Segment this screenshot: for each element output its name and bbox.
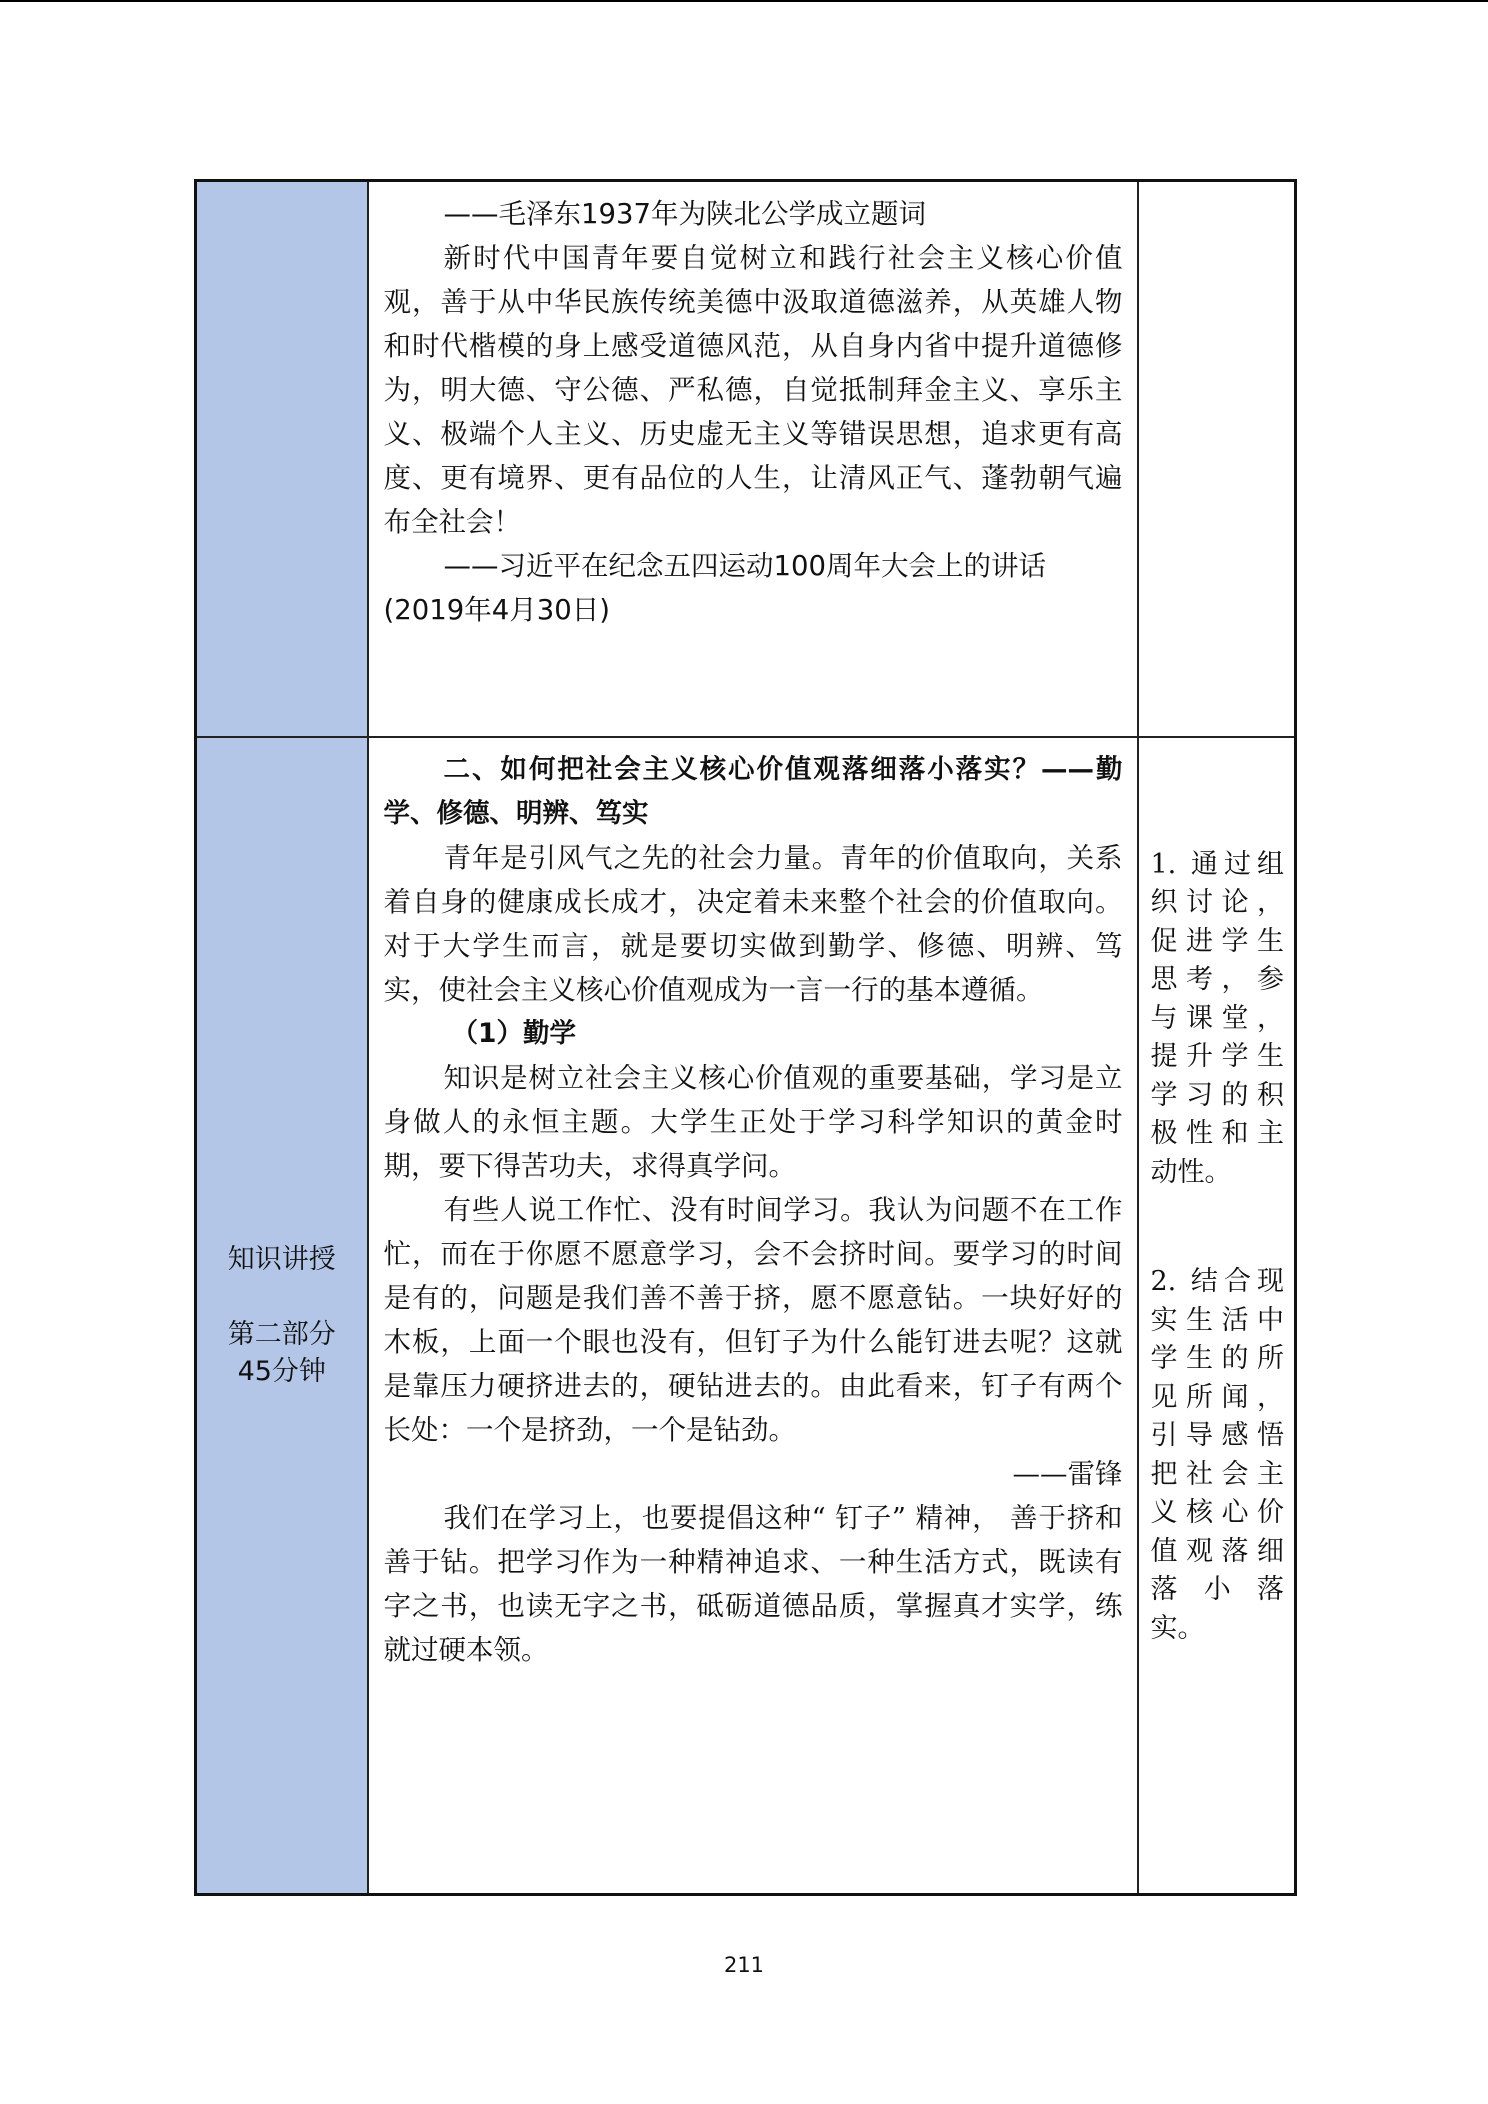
content-cell (368, 181, 1138, 737)
paragraph: 知识是树立社会主义核心价值观的重要基础，学习是立身做人的永恒主题。大学生正处于学习科学知识的黄金时期，要下得苦功夫，求得真学问。 (383, 1061, 1123, 1182)
content-cell (368, 737, 1138, 1895)
quote-attribution: ——毛泽东1937年为陕北公学成立题词 (443, 198, 926, 230)
subheading: （1）勤学 (451, 1017, 576, 1049)
quote-attribution: ——雷锋 (1012, 1457, 1123, 1490)
page-number: 211 (723, 1953, 765, 1977)
side-cell-empty (196, 181, 368, 737)
section-label: 知识讲授 (227, 1243, 336, 1275)
section-label-cell (196, 737, 368, 1895)
top-rule (0, 0, 1488, 2)
paragraph: 我们在学习上，也要提倡这种“ 钉子” 精神， 善于挤和善于钻。把学习作为一种精神追求、一种生活方式，既读有字之书，也读无字之书，砥砺道德品质，掌握真才实学，练就过硬本领。 (383, 1501, 1123, 1666)
quote-date: (2019年4月30日) (383, 594, 610, 626)
section-time: 45分钟 (237, 1355, 326, 1387)
teaching-note: 2. 结合现实生活中学生的所见所闻，引导感悟把社会主义核心价值观落细落 小 落 实。 (1150, 1266, 1284, 1644)
teaching-notes-cell (1138, 737, 1296, 1895)
table-row (196, 181, 1296, 737)
section-part: 第二部分 (227, 1318, 336, 1350)
quote-text: 有些人说工作忙、没有时间学习。我认为问题不在工作忙，而在于你愿不愿意学习，会不会挤时间。要学习的时间是有的，问题是我们善不善于挤，愿不愿意钻。一块好好的木板，上面一个眼也没有，但钉子为什么能钉进去呢？这就是靠压力硬挤进去的，硬钻进去的。由此看来，钉子有两个长处：一个是挤劲，一个是钻劲。 (383, 1193, 1123, 1446)
table-row (196, 737, 1296, 1895)
section-heading: 二、如何把社会主义核心价值观落细落小落实？——勤学、修德、明辨、笃实 (383, 753, 1123, 829)
paragraph: 新时代中国青年要自觉树立和践行社会主义核心价值观，善于从中华民族传统美德中汲取道德滋养，从英雄人物和时代楷模的身上感受道德风范，从自身内省中提升道德修为，明大德、守公德、严私德，自觉抵制拜金主义、享乐主义、极端个人主义、历史虚无主义等错误思想，追求更有高度、更有境界、更有品位的人生，让清风正气、蓬勃朝气遍布全社会！ (383, 242, 1123, 538)
quote-attribution: ——习近平在纪念五四运动100周年大会上的讲话 (443, 550, 1046, 582)
notes-cell-empty (1138, 181, 1296, 737)
lesson-table (194, 179, 1297, 1896)
paragraph: 青年是引风气之先的社会力量。青年的价值取向，关系着自身的健康成长成才，决定着未来整个社会的价值取向。对于大学生而言，就是要切实做到勤学、修德、明辨、笃实，使社会主义核心价值观成为一言一行的基本遵循。 (383, 841, 1123, 1006)
teaching-note: 1. 通过组织讨论，促进学生思考，参与课堂，提升学生学习的积极性和主动性。 (1150, 848, 1284, 1188)
